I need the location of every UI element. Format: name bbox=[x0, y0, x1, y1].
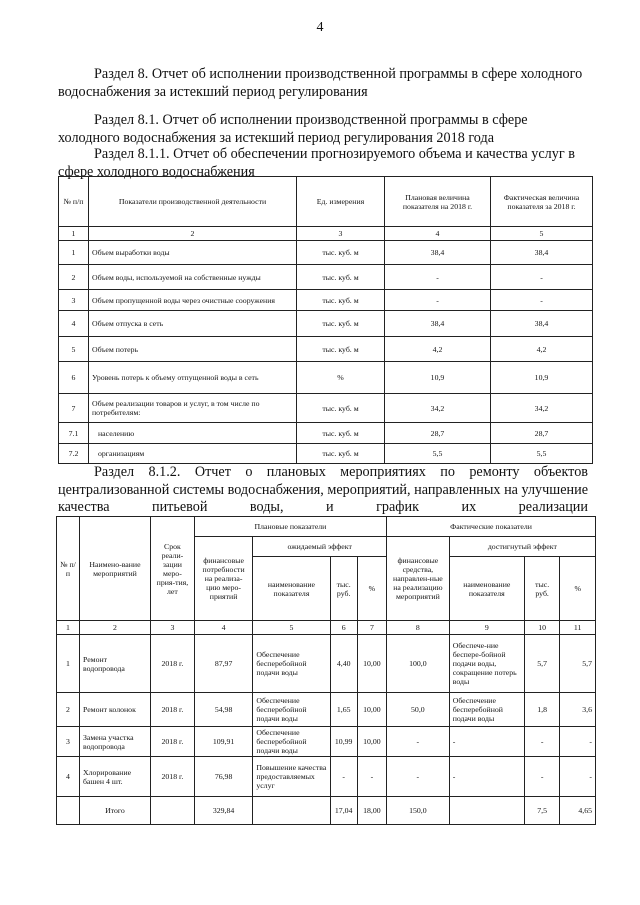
row-number: 7.2 bbox=[59, 444, 89, 464]
plan-value: 4,2 bbox=[385, 337, 491, 362]
fact-value: 38,4 bbox=[491, 311, 593, 337]
plan-pct: - bbox=[357, 757, 386, 797]
row-number: 2 bbox=[57, 693, 80, 727]
t2-index-cell: 2 bbox=[79, 621, 150, 635]
term: 2018 г. bbox=[150, 635, 194, 693]
measure-name: Замена участка водопровода bbox=[79, 727, 150, 757]
fact-value: - bbox=[491, 265, 593, 290]
plan-finance: 109,91 bbox=[194, 727, 252, 757]
term: 2018 г. bbox=[150, 727, 194, 757]
indicator-name: организациям bbox=[89, 444, 297, 464]
term bbox=[150, 797, 194, 825]
fact-value: 10,9 bbox=[491, 362, 593, 394]
t2-header-plan-finance: финансовые потребности на реализа-цию меро-приятий bbox=[194, 537, 252, 621]
t1-header-fact: Фактическая величина показателя за 2018 г. bbox=[491, 177, 593, 227]
plan-rub: - bbox=[330, 757, 357, 797]
plan-pct: 10,00 bbox=[357, 635, 386, 693]
fact-finance: 100,0 bbox=[387, 635, 450, 693]
t1-header-plan: Плановая величина показателя на 2018 г. bbox=[385, 177, 491, 227]
indicator-name: Объем пропущенной воды через очистные сооружения bbox=[89, 290, 297, 311]
plan-indicator: Обеспечение бесперебойной подачи воды bbox=[253, 635, 330, 693]
fact-value: - bbox=[491, 290, 593, 311]
t2-index-cell: 6 bbox=[330, 621, 357, 635]
row-number: 2 bbox=[59, 265, 89, 290]
table-row bbox=[57, 635, 596, 693]
t2-header-rub: тыс. руб. bbox=[330, 557, 357, 621]
fact-finance: 50,0 bbox=[387, 693, 450, 727]
indicator-name: населению bbox=[89, 423, 297, 444]
plan-value: 34,2 bbox=[385, 394, 491, 423]
row-number: 1 bbox=[57, 635, 80, 693]
fact-indicator: Обеспече-ние беспере-бойной подачи воды, сокращение потерь воды bbox=[449, 635, 524, 693]
unit: тыс. куб. м bbox=[297, 423, 385, 444]
row-number: 3 bbox=[57, 727, 80, 757]
table-row bbox=[59, 241, 593, 265]
t2-index-cell: 3 bbox=[150, 621, 194, 635]
production-indicators-table bbox=[58, 176, 593, 464]
table-row bbox=[59, 423, 593, 444]
section-8-heading: Раздел 8. Отчет об исполнении производственной программы в сфере холодного водоснабжения за истекший период регулирования bbox=[58, 66, 583, 100]
fact-pct: 5,7 bbox=[560, 635, 596, 693]
t1-index-cell: 1 bbox=[59, 227, 89, 241]
fact-finance: - bbox=[387, 727, 450, 757]
plan-indicator bbox=[253, 797, 330, 825]
table-row bbox=[57, 727, 596, 757]
t2-index-cell: 5 bbox=[253, 621, 330, 635]
fact-indicator: - bbox=[449, 757, 524, 797]
indicator-name: Объем отпуска в сеть bbox=[89, 311, 297, 337]
fact-value: 5,5 bbox=[491, 444, 593, 464]
unit: тыс. куб. м bbox=[297, 444, 385, 464]
fact-rub: 1,8 bbox=[524, 693, 560, 727]
repair-measures-table bbox=[56, 516, 596, 825]
total-fact-rub: 7,5 bbox=[524, 797, 560, 825]
plan-value: 5,5 bbox=[385, 444, 491, 464]
total-row bbox=[57, 797, 596, 825]
table-row bbox=[57, 757, 596, 797]
plan-pct: 10,00 bbox=[357, 693, 386, 727]
total-fact-finance: 150,0 bbox=[387, 797, 450, 825]
table-row bbox=[59, 444, 593, 464]
unit: тыс. куб. м bbox=[297, 311, 385, 337]
plan-value: - bbox=[385, 290, 491, 311]
unit: тыс. куб. м bbox=[297, 265, 385, 290]
row-number: 6 bbox=[59, 362, 89, 394]
plan-value: 38,4 bbox=[385, 241, 491, 265]
row-number: 4 bbox=[57, 757, 80, 797]
plan-value: 28,7 bbox=[385, 423, 491, 444]
t2-header-fact: Фактические показатели bbox=[387, 517, 596, 537]
table-row bbox=[59, 362, 593, 394]
t2-header-num: № п/п bbox=[57, 517, 80, 621]
t2-header-pct: % bbox=[357, 557, 386, 621]
plan-value: 10,9 bbox=[385, 362, 491, 394]
table-row bbox=[57, 693, 596, 727]
t2-index-cell: 4 bbox=[194, 621, 252, 635]
fact-rub: - bbox=[524, 757, 560, 797]
t1-index-cell: 2 bbox=[89, 227, 297, 241]
section-8-1-1-heading: Раздел 8.1.1. Отчет об обеспечении прогнозируемого объема и качества услуг в сфере холодного водоснабжения bbox=[58, 146, 575, 180]
fact-indicator: Обеспечение бесперебойной подачи воды bbox=[449, 693, 524, 727]
section-8-1-2-heading: Раздел 8.1.2. Отчет о плановых мероприятиях по ремонту объектов централизованной системы водоснабжения, мероприятий, направленных на улучшение качества питьевой воды, и график их реализации bbox=[58, 464, 588, 515]
fact-value: 4,2 bbox=[491, 337, 593, 362]
row-number: 1 bbox=[59, 241, 89, 265]
fact-pct: - bbox=[560, 727, 596, 757]
t2-header-achieved-effect: достигнутый эффект bbox=[449, 537, 595, 557]
fact-value: 28,7 bbox=[491, 423, 593, 444]
t1-header-unit: Ед. измерения bbox=[297, 177, 385, 227]
t2-header-fact-finance: финансовые средства, направлен-ные на реализацию мероприятий bbox=[387, 537, 450, 621]
fact-value: 38,4 bbox=[491, 241, 593, 265]
total-label: Итого bbox=[79, 797, 150, 825]
plan-rub: 1,65 bbox=[330, 693, 357, 727]
unit: % bbox=[297, 362, 385, 394]
fact-pct: - bbox=[560, 757, 596, 797]
total-plan-rub: 17,04 bbox=[330, 797, 357, 825]
t2-header-rub: тыс. руб. bbox=[524, 557, 560, 621]
t1-index-cell: 5 bbox=[491, 227, 593, 241]
unit: тыс. куб. м bbox=[297, 394, 385, 423]
plan-indicator: Повышение качества предоставляемых услуг bbox=[253, 757, 330, 797]
t2-header-pct: % bbox=[560, 557, 596, 621]
unit: тыс. куб. м bbox=[297, 337, 385, 362]
t2-index-cell: 8 bbox=[387, 621, 450, 635]
indicator-name: Объем воды, используемой на собственные нужды bbox=[89, 265, 297, 290]
fact-finance: - bbox=[387, 757, 450, 797]
indicator-name: Объем потерь bbox=[89, 337, 297, 362]
t2-index-cell: 7 bbox=[357, 621, 386, 635]
plan-finance: 87,97 bbox=[194, 635, 252, 693]
row-number bbox=[57, 797, 80, 825]
plan-finance: 76,98 bbox=[194, 757, 252, 797]
term: 2018 г. bbox=[150, 693, 194, 727]
measure-name: Ремонт колонок bbox=[79, 693, 150, 727]
indicator-name: Уровень потерь к объему отпущенной воды в сеть bbox=[89, 362, 297, 394]
section-8-1-heading: Раздел 8.1. Отчет об исполнении производственной программы в сфере холодного водоснабжения за истекший период регулирования 2018 года bbox=[58, 112, 528, 146]
t2-header-indicator-name: наименование показателя bbox=[449, 557, 524, 621]
plan-indicator: Обеспечение бесперебойной подачи воды bbox=[253, 727, 330, 757]
plan-pct: 10,00 bbox=[357, 727, 386, 757]
row-number: 4 bbox=[59, 311, 89, 337]
t2-header-name: Наимено-вание мероприятий bbox=[79, 517, 150, 621]
term: 2018 г. bbox=[150, 757, 194, 797]
total-plan-pct: 18,00 bbox=[357, 797, 386, 825]
row-number: 5 bbox=[59, 337, 89, 362]
fact-rub: 5,7 bbox=[524, 635, 560, 693]
measure-name: Хлорирование башен 4 шт. bbox=[79, 757, 150, 797]
fact-rub: - bbox=[524, 727, 560, 757]
t2-header-term: Срок реали-зации меро-прия-тия, лет bbox=[150, 517, 194, 621]
t2-header-expected-effect: ожидаемый эффект bbox=[253, 537, 387, 557]
t1-index-cell: 4 bbox=[385, 227, 491, 241]
t2-index-cell: 1 bbox=[57, 621, 80, 635]
indicator-name: Объем выработки воды bbox=[89, 241, 297, 265]
plan-rub: 10,99 bbox=[330, 727, 357, 757]
unit: тыс. куб. м bbox=[297, 290, 385, 311]
t2-header-indicator-name: наименование показателя bbox=[253, 557, 330, 621]
t2-index-cell: 10 bbox=[524, 621, 560, 635]
t2-index-cell: 11 bbox=[560, 621, 596, 635]
t2-index-cell: 9 bbox=[449, 621, 524, 635]
table-row bbox=[59, 337, 593, 362]
t1-header-indicator: Показатели производственной деятельности bbox=[89, 177, 297, 227]
page-number: 4 bbox=[316, 20, 324, 35]
total-plan-finance: 329,84 bbox=[194, 797, 252, 825]
row-number: 7.1 bbox=[59, 423, 89, 444]
table-row bbox=[59, 290, 593, 311]
unit: тыс. куб. м bbox=[297, 241, 385, 265]
row-number: 7 bbox=[59, 394, 89, 423]
plan-value: 38,4 bbox=[385, 311, 491, 337]
row-number: 3 bbox=[59, 290, 89, 311]
table-row bbox=[59, 394, 593, 423]
fact-indicator bbox=[449, 797, 524, 825]
table-row bbox=[59, 311, 593, 337]
t1-index-cell: 3 bbox=[297, 227, 385, 241]
plan-rub: 4,40 bbox=[330, 635, 357, 693]
indicator-name: Объем реализации товаров и услуг, в том числе по потребителям: bbox=[89, 394, 297, 423]
plan-finance: 54,98 bbox=[194, 693, 252, 727]
measure-name: Ремонт водопровода bbox=[79, 635, 150, 693]
total-fact-pct: 4,65 bbox=[560, 797, 596, 825]
fact-pct: 3,6 bbox=[560, 693, 596, 727]
plan-indicator: Обеспечение бесперебойной подачи воды bbox=[253, 693, 330, 727]
plan-value: - bbox=[385, 265, 491, 290]
t1-header-num: № п/п bbox=[59, 177, 89, 227]
table-row bbox=[59, 265, 593, 290]
fact-value: 34,2 bbox=[491, 394, 593, 423]
fact-indicator: - bbox=[449, 727, 524, 757]
t2-header-plan: Плановые показатели bbox=[194, 517, 386, 537]
